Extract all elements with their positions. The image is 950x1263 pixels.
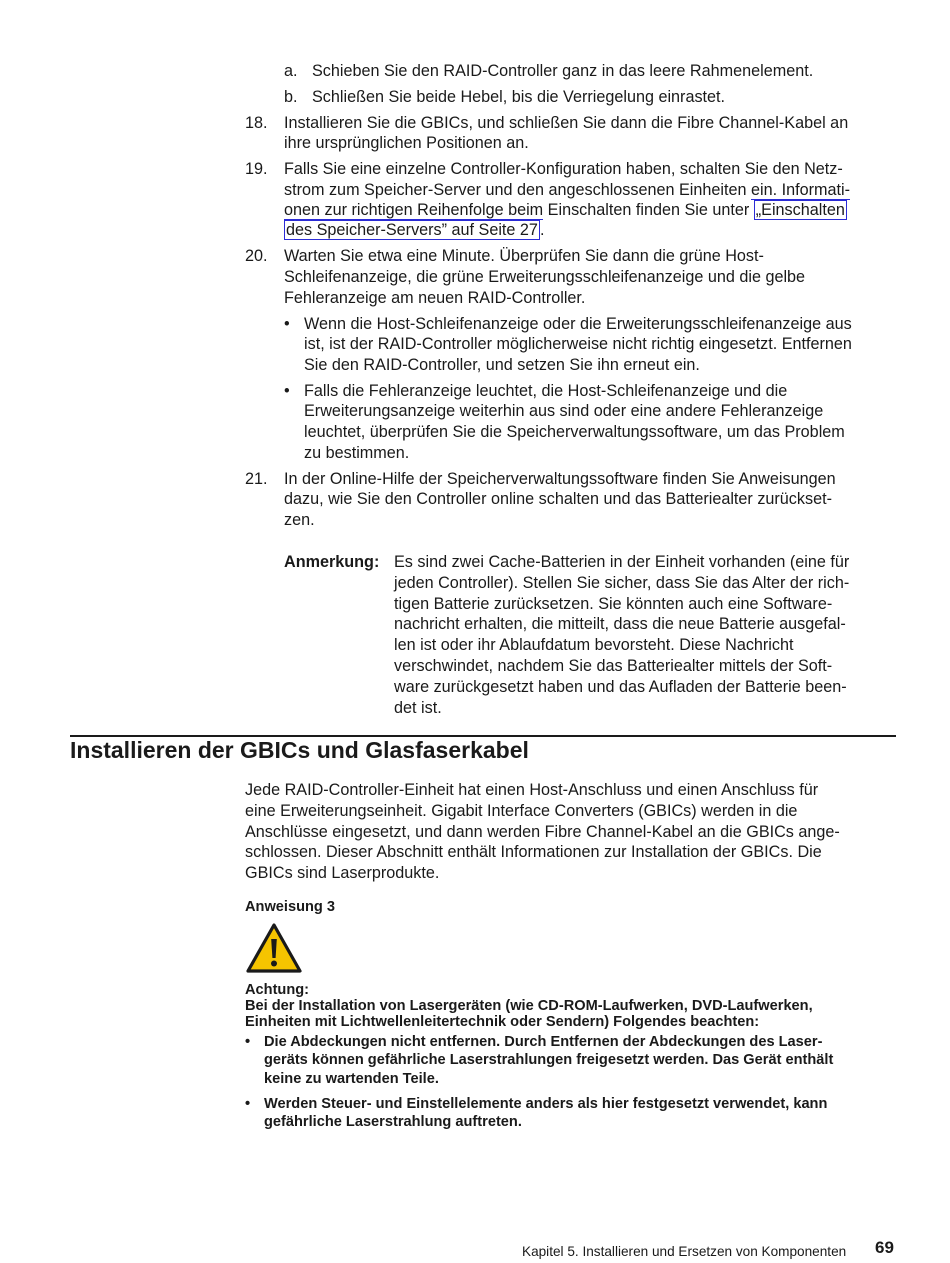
note-line: tigen Batterie zurücksetzen. Sie könnten auch eine Software- [394, 594, 833, 613]
caution-bullet-2-line: Werden Steuer- und Einstellelemente anders als hier festgesetzt verwendet, kann [264, 1096, 828, 1112]
step-19-line [284, 200, 847, 221]
step-a-text: Schieben Sie den RAID-Controller ganz in das leere Rahmenelement. [312, 62, 814, 80]
bullet-icon: • [284, 382, 290, 400]
step-20-bullet-1-line: ist, ist der RAID-Controller möglicherweise nicht richtig eingesetzt. Entfernen [304, 335, 852, 353]
step-20-bullet-2-line: Falls die Fehleranzeige leuchtet, die Host-Schleifenanzeige und die [304, 382, 788, 400]
note-line: jeden Controller). Stellen Sie sicher, dass Sie das Alter der rich- [394, 573, 850, 592]
intro-line: Anschlüsse eingesetzt, und dann werden Fibre Channel-Kabel an die GBICs ange- [245, 822, 840, 841]
caution-title: Achtung: [245, 982, 310, 998]
step-b-text: Schließen Sie beide Hebel, bis die Verriegelung einrastet. [312, 88, 726, 106]
power-on-link-continued[interactable]: des Speicher-Servers” auf Seite 27 [286, 221, 538, 239]
bullet-icon: • [245, 1034, 251, 1050]
caution-bullet-1-line: Die Abdeckungen nicht entfernen. Durch Entfernen der Abdeckungen des Laser- [264, 1034, 823, 1050]
power-on-link[interactable]: „Einschalten [755, 201, 845, 219]
step-a-label: a. [284, 62, 298, 80]
intro-line: Jede RAID-Controller-Einheit hat einen Host-Anschluss und einen Anschluss für [245, 781, 819, 799]
step-20-bullet-2-line: Erweiterungsanzeige weiterhin aus sind oder eine andere Fehleranzeige [304, 402, 824, 420]
step-19-line2-text: strom zum Speicher-Server und den angeschlossenen Einheiten [284, 181, 752, 199]
step-18-line: ihre ursprünglichen Positionen an. [284, 134, 529, 152]
bullet-icon: • [284, 315, 290, 333]
step-21-line: dazu, wie Sie den Controller online schalten und das Batteriealter zurückset- [284, 490, 832, 508]
caution-bullet-2-line: gefährliche Laserstrahlung auftreten. [264, 1114, 522, 1130]
step-20-bullet-1-line: Wenn die Host-Schleifenanzeige oder die Erweiterungsschleifenanzeige aus [304, 315, 852, 333]
step-21-line: In der Online-Hilfe der Speicherverwaltungssoftware finden Sie Anweisungen [284, 470, 836, 488]
step-19-line: Falls Sie eine einzelne Controller-Konfiguration haben, schalten Sie den Netz- [284, 160, 843, 178]
statement-title: Anweisung 3 [245, 899, 336, 915]
step-20-number: 20. [245, 247, 268, 265]
note-line: ware zurückgesetzt haben und das Aufladen der Batterie been- [394, 677, 847, 696]
warning-triangle-icon [245, 922, 303, 974]
step-19-line3-text: Einschalten finden Sie unter [543, 201, 754, 219]
step-20-bullet-1-line: Sie den RAID-Controller, und setzen Sie ihn erneut ein. [304, 356, 700, 374]
caution-intro-line: Einheiten mit Lichtwellenleitertechnik oder Sendern) Folgendes beachten: [245, 1014, 760, 1030]
caution-intro-line: Bei der Installation von Lasergeräten (wie CD-ROM-Laufwerken, DVD-Laufwerken, [245, 998, 813, 1014]
step-20-bullet-2-line: leuchtet, überprüfen Sie die Speicherverwaltungssoftware, um das Problem [304, 423, 845, 441]
step-20-bullet-2-line: zu bestimmen. [304, 444, 410, 462]
step-19-number: 19. [245, 160, 268, 178]
note-label: Anmerkung: [284, 553, 380, 571]
intro-line: eine Erweiterungseinheit. Gigabit Interface Converters (GBICs) werden in die [245, 801, 798, 820]
intro-line: schlossen. Dieser Abschnitt enthält Informationen zur Installation der GBICs. Die [245, 843, 822, 862]
footer-chapter: Kapitel 5. Installieren und Ersetzen von Komponenten [522, 1244, 847, 1259]
section-heading: Installieren der GBICs und Glasfaserkabel [70, 737, 529, 763]
note-line: det ist. [394, 698, 442, 717]
caution-bullet-1-line: keine zu wartenden Teile. [264, 1071, 439, 1087]
step-19-line2-link-part[interactable]: ein. Informati- [751, 181, 850, 199]
note-body [394, 552, 904, 718]
step-b-label: b. [284, 88, 298, 106]
intro-line: GBICs sind Laserprodukte. [245, 864, 440, 883]
step-21-line: zen. [284, 511, 315, 529]
note-line: Es sind zwei Cache-Batterien in der Einheit vorhanden (eine für [394, 553, 850, 571]
step-18-number: 18. [245, 114, 268, 132]
page-number: 69 [875, 1238, 894, 1257]
step-21-number: 21. [245, 470, 268, 488]
step-20-line: Fehleranzeige am neuen RAID-Controller. [284, 289, 586, 307]
section-intro [245, 780, 905, 884]
note-line: verschwindet, nachdem Sie das Batteriealter mittels der Soft- [394, 656, 833, 675]
step-19-line [284, 180, 850, 201]
step-19-line3-link-part[interactable]: onen zur richtigen Reihenfolge beim [284, 201, 544, 219]
note-line: len ist oder ihr Ablaufdatum bevorsteht. Diese Nachricht [394, 636, 794, 655]
bullet-icon: • [245, 1096, 251, 1112]
step-20-line: Schleifenanzeige, die grüne Erweiterungsschleifenanzeige und die gelbe [284, 268, 806, 286]
step-19-end: . [539, 221, 545, 239]
step-18-line: Installieren Sie die GBICs, und schließen Sie dann die Fibre Channel-Kabel an [284, 114, 849, 132]
caution-bullet-1-line: geräts können gefährliche Laserstrahlungen freigesetzt werden. Das Gerät enthält [264, 1052, 834, 1068]
step-19-line [284, 220, 544, 241]
note-line: nachricht erhalten, die mitteilt, dass die neue Batterie ausgefal- [394, 615, 846, 634]
step-20-line: Warten Sie etwa eine Minute. Überprüfen Sie dann die grüne Host- [284, 247, 764, 265]
